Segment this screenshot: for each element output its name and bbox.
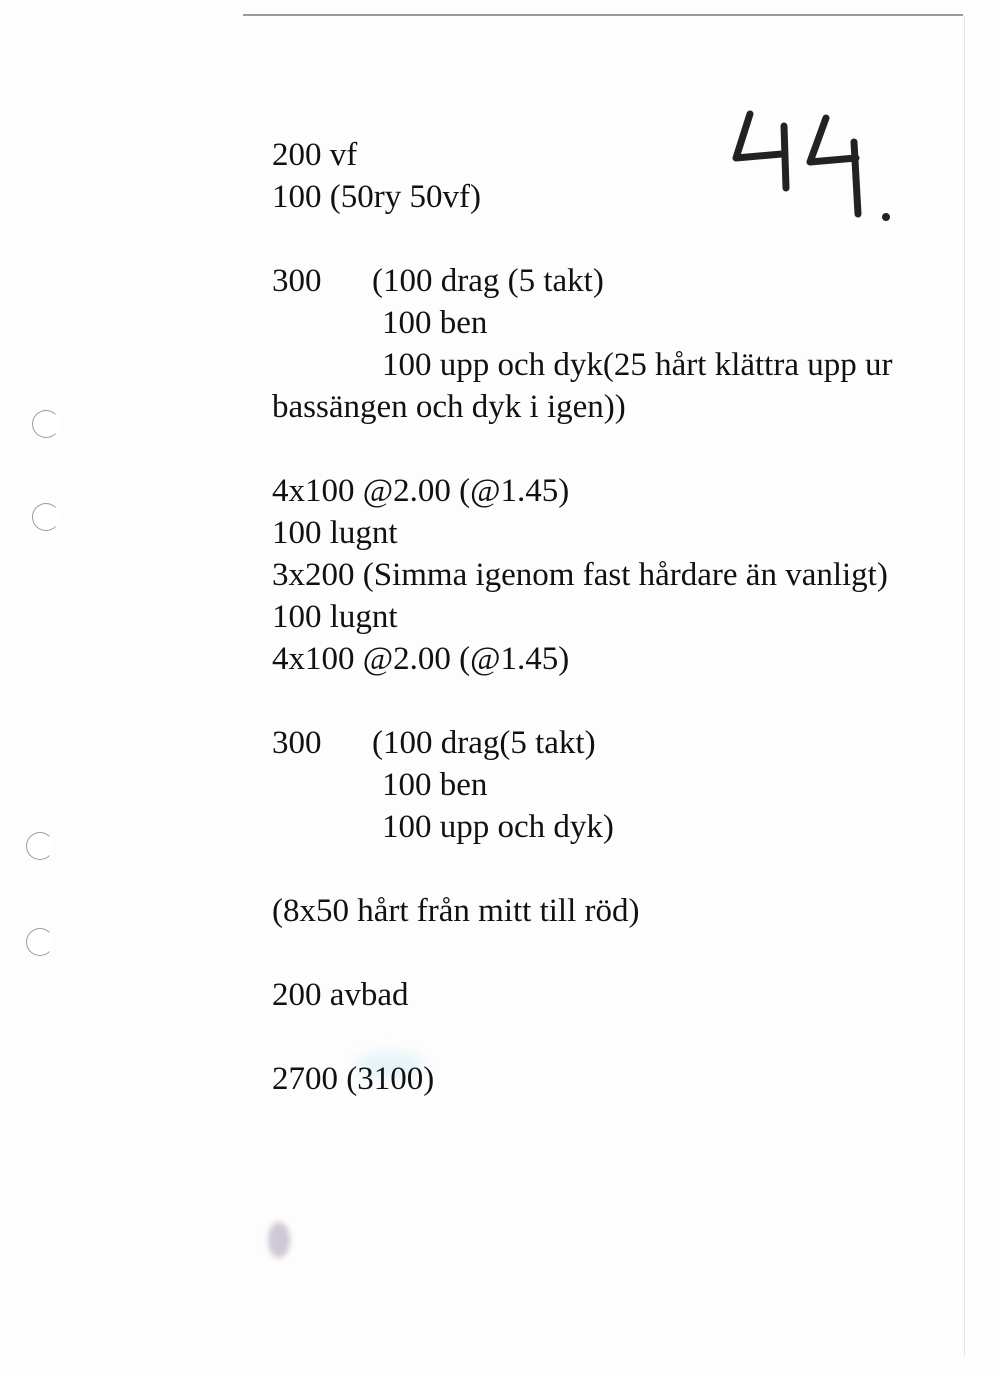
set-distance: 300 xyxy=(272,263,322,299)
set-detail: (100 drag(5 takt) xyxy=(372,725,596,761)
text-line: 100 ben xyxy=(382,767,488,803)
text-line: 100 lugnt xyxy=(272,599,398,635)
punch-hole-1 xyxy=(32,410,60,438)
text-line: (8x50 hårt från mitt till röd) xyxy=(272,893,640,929)
page-edge xyxy=(964,16,965,1356)
text-line: bassängen och dyk i igen)) xyxy=(272,389,626,425)
top-edge-line xyxy=(243,14,963,16)
text-line xyxy=(272,260,962,302)
ink-smudge xyxy=(268,1222,290,1258)
text-line: 100 upp och dyk(25 hårt klättra upp ur xyxy=(382,347,893,383)
text-line: 3x200 (Simma igenom fast hårdare än vanligt) xyxy=(272,557,888,593)
text-line: 4x100 @2.00 (@1.45) xyxy=(272,641,570,677)
set-detail: (100 drag (5 takt) xyxy=(372,263,604,299)
set-distance: 300 xyxy=(272,725,322,761)
text-line: 100 ben xyxy=(382,305,488,341)
punch-hole-2 xyxy=(32,503,60,531)
text-line: 100 lugnt xyxy=(272,515,398,551)
punch-hole-4 xyxy=(26,928,54,956)
text-line: 200 avbad xyxy=(272,977,409,1013)
workout-text xyxy=(272,134,962,1100)
text-line: 2700 (3100) xyxy=(272,1061,435,1097)
text-line: 100 upp och dyk) xyxy=(382,809,614,845)
text-line: 4x100 @2.00 (@1.45) xyxy=(272,473,570,509)
text-line: 200 vf xyxy=(272,137,358,173)
text-line xyxy=(272,722,962,764)
punch-hole-3 xyxy=(26,832,54,860)
text-line: 100 (50ry 50vf) xyxy=(272,179,481,215)
